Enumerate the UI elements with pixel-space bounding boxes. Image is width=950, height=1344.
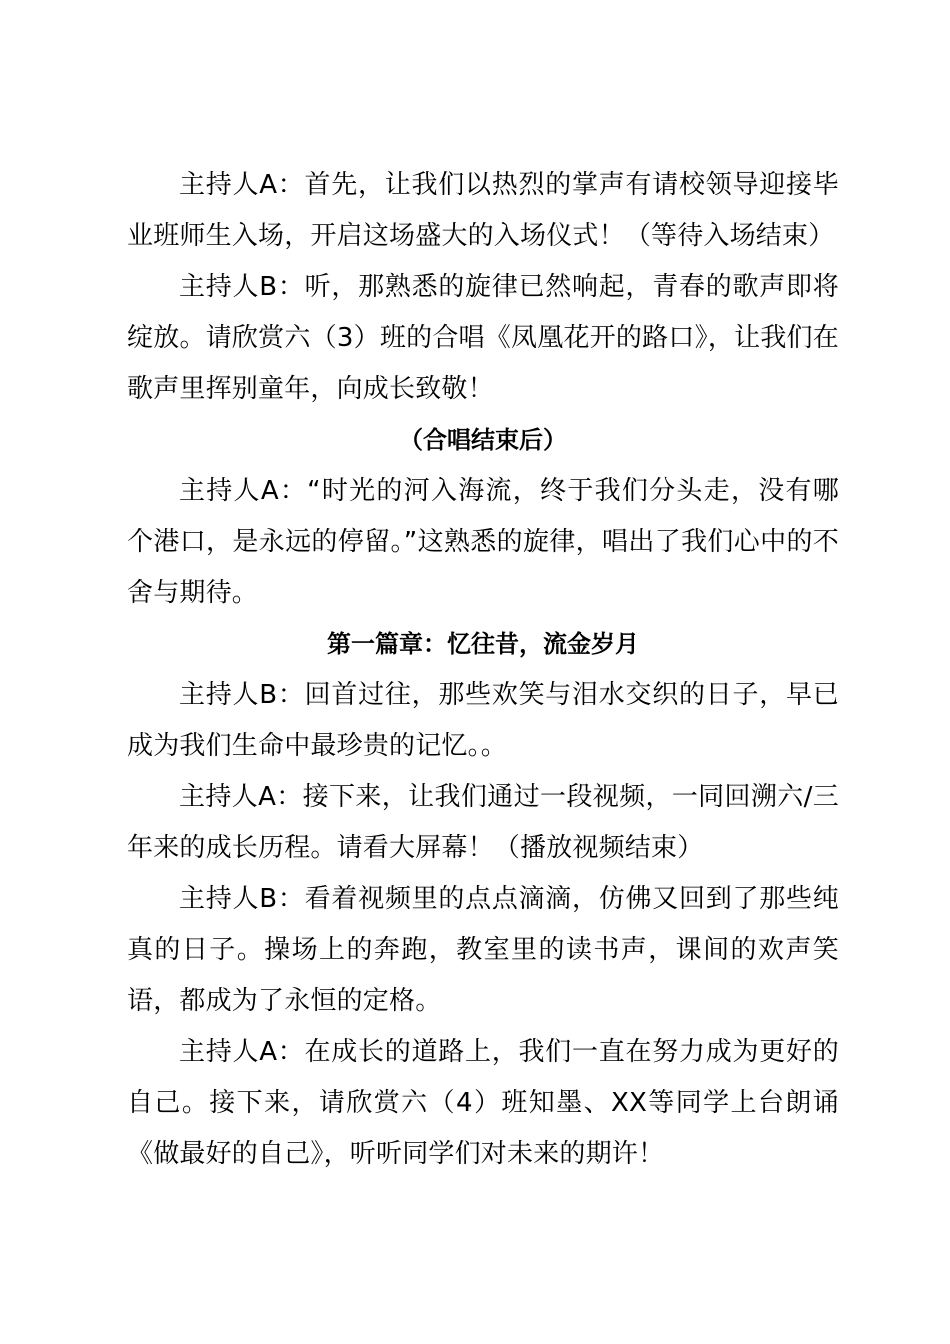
paragraph-host-a-recital: 主持人A：在成长的道路上，我们一直在努力成为更好的自己。接下来，请欣赏六（4）班知墨、XX等同学上台朗诵《做最好的自己》，听听同学们对未来的期许！ [127,1037,839,1169]
chapter-heading: 第一篇章：忆往昔，流金岁月 [327,630,639,658]
paragraph-host-b-memories: 主持人B：回首过往，那些欢笑与泪水交织的日子，早已成为我们生命中最珍贵的记忆。。 [127,680,839,761]
paragraph-host-a-opening: 主持人A：首先，让我们以热烈的掌声有请校领导迎接毕业班师生入场，开启这场盛大的入场仪式！（等待入场结束） [127,170,839,251]
paragraph-host-a-video: 主持人A：接下来，让我们通过一段视频，一同回溯六/三年来的成长历程。请看大屏幕！（播放视频结束） [127,782,839,863]
paragraph-host-b-reflection: 主持人B：看着视频里的点点滴滴，仿佛又回到了那些纯真的日子。操场上的奔跑，教室里的读书声，课间的欢声笑语，都成为了永恒的定格。 [127,884,839,1016]
paragraph-host-a-lyrics: 主持人A：“时光的河入海流，终于我们分头走，没有哪个港口，是永远的停留。”这熟悉的旋律，唱出了我们心中的不舍与期待。 [127,476,839,608]
document-body [127,160,839,1180]
section-note-after-chorus: （合唱结束后） [399,426,567,454]
paragraph-host-b-chorus: 主持人B：听，那熟悉的旋律已然响起，青春的歌声即将绽放。请欣赏六（3）班的合唱《凤凰花开的路口》，让我们在歌声里挥别童年，向成长致敬！ [127,272,839,404]
